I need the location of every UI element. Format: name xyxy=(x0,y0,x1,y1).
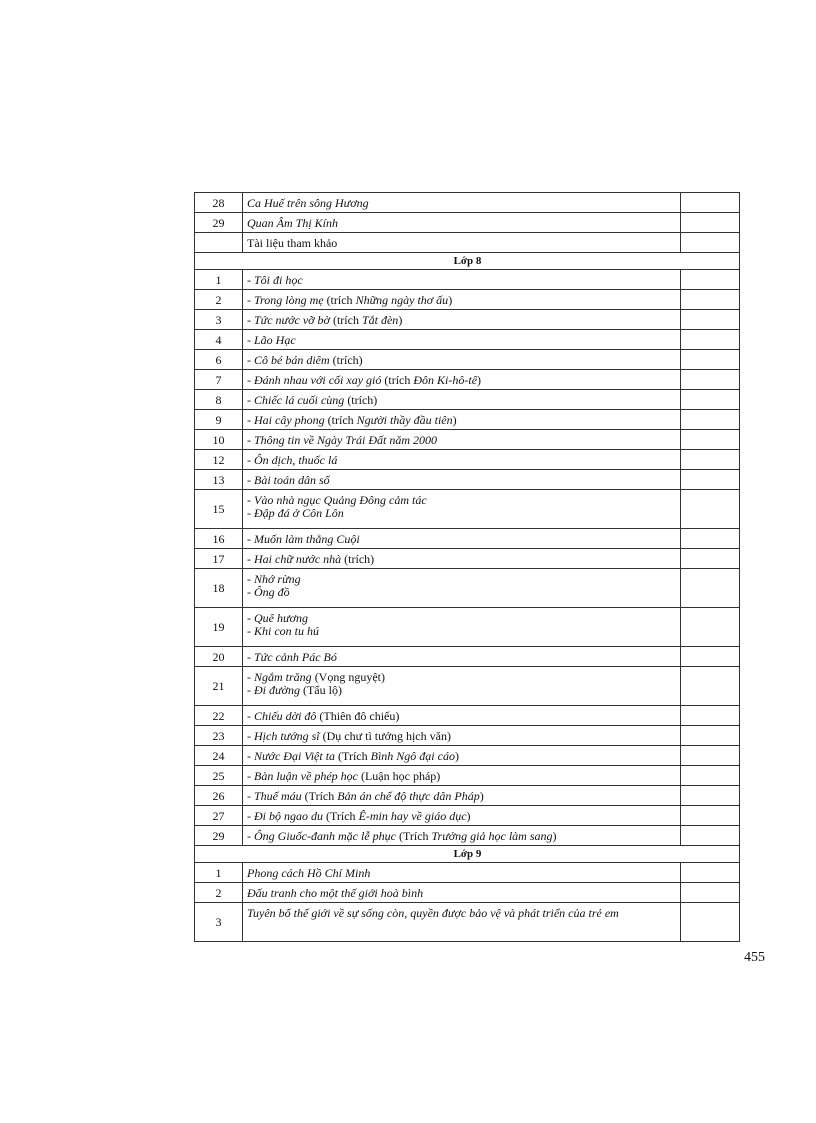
line-prefix: - xyxy=(247,493,254,507)
table-row xyxy=(195,826,740,846)
row-number: 15 xyxy=(195,490,243,529)
work-line xyxy=(247,770,677,783)
section-heading: Lớp 9 xyxy=(195,846,740,863)
line-suffix-end: ) xyxy=(479,789,484,803)
notes-cell xyxy=(681,370,740,390)
line-prefix: - xyxy=(247,313,254,327)
line-suffix-end: ) xyxy=(448,293,453,307)
work-line xyxy=(247,810,677,823)
line-prefix: - xyxy=(247,353,254,367)
page-number: 455 xyxy=(744,950,765,965)
work-title-cell xyxy=(243,330,681,350)
line-suffix: (Trích xyxy=(335,749,371,763)
line-prefix: - xyxy=(247,572,254,586)
work-title: Hai chữ nước nhà xyxy=(254,552,342,566)
notes-cell xyxy=(681,410,740,430)
work-title: Hai cây phong xyxy=(254,413,325,427)
line-prefix: - xyxy=(247,413,254,427)
line-suffix-end: ) xyxy=(452,413,457,427)
notes-cell xyxy=(681,430,740,450)
table-row xyxy=(195,806,740,826)
work-title: Bàn luận về phép học xyxy=(254,769,358,783)
notes-cell xyxy=(681,826,740,846)
notes-cell xyxy=(681,450,740,470)
work-title: Vào nhà ngục Quảng Đông cảm tác xyxy=(254,493,427,507)
notes-cell xyxy=(681,270,740,290)
table-row xyxy=(195,213,740,233)
work-line xyxy=(247,294,677,307)
row-number: 28 xyxy=(195,193,243,213)
notes-cell xyxy=(681,746,740,766)
line-prefix: - xyxy=(247,473,254,487)
line-prefix: - xyxy=(247,611,254,625)
work-title-cell xyxy=(243,746,681,766)
work-line xyxy=(247,394,677,407)
table-row xyxy=(195,270,740,290)
line-suffix: (Trích xyxy=(301,789,338,803)
work-title-cell xyxy=(243,410,681,430)
row-number: 4 xyxy=(195,330,243,350)
work-title: Chiếu dời đô xyxy=(254,709,317,723)
work-title: Khi con tu hú xyxy=(254,624,319,638)
curriculum-table xyxy=(194,192,740,942)
work-title-cell xyxy=(243,826,681,846)
row-number: 1 xyxy=(195,270,243,290)
work-title: Đi bộ ngao du xyxy=(254,809,323,823)
work-title-cell xyxy=(243,706,681,726)
work-title: Đi đường xyxy=(254,683,300,697)
line-suffix: (Trích xyxy=(395,829,432,843)
work-title: Quê hương xyxy=(254,611,308,625)
notes-cell xyxy=(681,470,740,490)
work-title: Nhớ rừng xyxy=(254,572,301,586)
row-number: 20 xyxy=(195,647,243,667)
line-prefix: - xyxy=(247,709,254,723)
work-title: Lão Hạc xyxy=(254,333,296,347)
source-title: Trưởng giả học làm sang xyxy=(431,829,553,843)
line-prefix: - xyxy=(247,373,254,387)
row-number: 22 xyxy=(195,706,243,726)
notes-cell xyxy=(681,863,740,883)
work-title: Ca Huế trên sông Hương xyxy=(247,196,369,210)
row-number: 8 xyxy=(195,390,243,410)
work-title: Ngắm trăng xyxy=(254,670,312,684)
table-row xyxy=(195,883,740,903)
notes-cell xyxy=(681,903,740,942)
table-row xyxy=(195,450,740,470)
table-row xyxy=(195,390,740,410)
work-line xyxy=(247,710,677,723)
work-line xyxy=(247,830,677,843)
line-prefix: - xyxy=(247,749,254,763)
line-suffix-end: ) xyxy=(466,809,471,823)
work-line xyxy=(247,237,677,250)
notes-cell xyxy=(681,569,740,608)
work-title-cell xyxy=(243,667,681,706)
row-number: 13 xyxy=(195,470,243,490)
work-title: Cô bé bán diêm xyxy=(254,353,330,367)
row-number: 7 xyxy=(195,370,243,390)
line-prefix: - xyxy=(247,769,254,783)
work-title-cell xyxy=(243,310,681,330)
notes-cell xyxy=(681,330,740,350)
work-line xyxy=(247,684,677,697)
notes-cell xyxy=(681,806,740,826)
line-prefix: - xyxy=(247,670,254,684)
source-title: Những ngày thơ ấu xyxy=(355,293,449,307)
notes-cell xyxy=(681,667,740,706)
row-number: 18 xyxy=(195,569,243,608)
row-number: 2 xyxy=(195,290,243,310)
row-number: 26 xyxy=(195,786,243,806)
line-suffix: (Luận học pháp) xyxy=(357,769,441,783)
row-number: 19 xyxy=(195,608,243,647)
source-title: Bình Ngô đại cáo xyxy=(370,749,455,763)
row-number: 1 xyxy=(195,863,243,883)
work-line xyxy=(247,553,677,566)
table-row xyxy=(195,863,740,883)
notes-cell xyxy=(681,647,740,667)
work-line xyxy=(247,474,677,487)
work-title: Tức cảnh Pác Bó xyxy=(254,650,337,664)
work-line xyxy=(247,907,677,920)
line-prefix: - xyxy=(247,809,254,823)
row-number: 6 xyxy=(195,350,243,370)
table-row xyxy=(195,549,740,569)
notes-cell xyxy=(681,193,740,213)
row-number: 25 xyxy=(195,766,243,786)
work-title: Chiếc lá cuối cùng xyxy=(254,393,345,407)
line-prefix: - xyxy=(247,433,254,447)
row-number: 23 xyxy=(195,726,243,746)
work-line xyxy=(247,750,677,763)
work-line xyxy=(247,887,677,900)
line-prefix: - xyxy=(247,333,254,347)
section-header-row xyxy=(195,253,740,270)
line-suffix: (Thiên đô chiếu) xyxy=(316,709,400,723)
line-prefix: - xyxy=(247,829,254,843)
line-prefix: - xyxy=(247,729,254,743)
table-row xyxy=(195,726,740,746)
work-line xyxy=(247,586,677,599)
work-title: Ông đồ xyxy=(254,585,290,599)
work-title: Thông tin về Ngày Trái Đất năm 2000 xyxy=(254,433,438,447)
work-title-cell xyxy=(243,883,681,903)
table-row xyxy=(195,647,740,667)
line-prefix: - xyxy=(247,650,254,664)
work-title: Trong lòng mẹ xyxy=(254,293,324,307)
work-line xyxy=(247,625,677,638)
work-line xyxy=(247,867,677,880)
table-row xyxy=(195,233,740,253)
work-title-cell xyxy=(243,290,681,310)
table-row xyxy=(195,410,740,430)
work-title-cell xyxy=(243,766,681,786)
work-title-cell xyxy=(243,863,681,883)
table-row xyxy=(195,667,740,706)
work-title: Thuế máu xyxy=(254,789,302,803)
work-line xyxy=(247,790,677,803)
row-number: 16 xyxy=(195,529,243,549)
notes-cell xyxy=(681,350,740,370)
notes-cell xyxy=(681,766,740,786)
notes-cell xyxy=(681,490,740,529)
line-suffix: (Tẩu lộ) xyxy=(299,683,342,697)
section-heading: Lớp 8 xyxy=(195,253,740,270)
section-header-row xyxy=(195,846,740,863)
work-title-cell xyxy=(243,470,681,490)
line-suffix: (trích) xyxy=(341,552,375,566)
work-line xyxy=(247,730,677,743)
work-title: Nước Đại Việt ta xyxy=(254,749,336,763)
work-title-cell xyxy=(243,806,681,826)
notes-cell xyxy=(681,310,740,330)
row-number: 27 xyxy=(195,806,243,826)
table-row xyxy=(195,903,740,942)
work-title: Đánh nhau với cối xay gió xyxy=(254,373,382,387)
line-suffix: (trích xyxy=(324,413,357,427)
notes-cell xyxy=(681,706,740,726)
notes-cell xyxy=(681,786,740,806)
line-prefix: - xyxy=(247,273,254,287)
work-title-cell xyxy=(243,569,681,608)
work-title: Đập đá ở Côn Lôn xyxy=(254,506,344,520)
line-suffix-end: ) xyxy=(398,313,403,327)
work-title: Hịch tướng sĩ xyxy=(254,729,320,743)
line-prefix: - xyxy=(247,552,254,566)
row-number: 10 xyxy=(195,430,243,450)
work-line xyxy=(247,533,677,546)
line-suffix: (Vọng nguyệt) xyxy=(311,670,386,684)
line-suffix: Tài liệu tham khảo xyxy=(247,236,338,250)
line-prefix: - xyxy=(247,532,254,546)
notes-cell xyxy=(681,549,740,569)
line-suffix-end: ) xyxy=(552,829,557,843)
line-suffix: (Dụ chư tì tướng hịch văn) xyxy=(319,729,451,743)
line-suffix-end: ) xyxy=(477,373,482,387)
work-title-cell xyxy=(243,903,681,942)
table-row xyxy=(195,430,740,450)
curriculum-table-body xyxy=(195,193,740,942)
notes-cell xyxy=(681,233,740,253)
work-title-cell xyxy=(243,233,681,253)
row-number: 9 xyxy=(195,410,243,430)
line-suffix-end: ) xyxy=(454,749,459,763)
work-title-cell xyxy=(243,647,681,667)
line-suffix: (trích xyxy=(329,313,362,327)
work-title: Ông Giuốc-đanh mặc lễ phục xyxy=(254,829,396,843)
work-title-cell xyxy=(243,213,681,233)
work-title-cell xyxy=(243,608,681,647)
table-row xyxy=(195,706,740,726)
table-row xyxy=(195,370,740,390)
notes-cell xyxy=(681,290,740,310)
line-suffix: (trích xyxy=(323,293,356,307)
work-line xyxy=(247,651,677,664)
work-title-cell xyxy=(243,726,681,746)
line-suffix: (trích) xyxy=(344,393,378,407)
source-title: Tắt đèn xyxy=(361,313,399,327)
work-title-cell xyxy=(243,786,681,806)
table-row xyxy=(195,470,740,490)
table-row xyxy=(195,766,740,786)
table-row xyxy=(195,310,740,330)
work-title: Muốn làm thằng Cuội xyxy=(254,532,360,546)
row-number xyxy=(195,233,243,253)
work-title-cell xyxy=(243,270,681,290)
work-title-cell xyxy=(243,490,681,529)
work-line xyxy=(247,354,677,367)
work-line xyxy=(247,274,677,287)
table-row xyxy=(195,490,740,529)
work-line xyxy=(247,414,677,427)
work-title: Tôi đi học xyxy=(254,273,303,287)
source-title: Người thầy đầu tiên xyxy=(356,413,453,427)
work-title: Quan Âm Thị Kính xyxy=(247,216,339,230)
row-number: 21 xyxy=(195,667,243,706)
source-title: Đôn Ki-hô-tê xyxy=(413,373,478,387)
work-title-cell xyxy=(243,549,681,569)
row-number: 29 xyxy=(195,826,243,846)
row-number: 29 xyxy=(195,213,243,233)
notes-cell xyxy=(681,213,740,233)
work-line xyxy=(247,197,677,210)
work-title-cell xyxy=(243,430,681,450)
work-line xyxy=(247,573,677,586)
line-prefix: - xyxy=(247,585,254,599)
work-line xyxy=(247,374,677,387)
line-suffix: (Trích xyxy=(323,809,359,823)
work-title-cell xyxy=(243,450,681,470)
source-title: Bản án chế độ thực dân Pháp xyxy=(337,789,480,803)
row-number: 24 xyxy=(195,746,243,766)
row-number: 17 xyxy=(195,549,243,569)
notes-cell xyxy=(681,390,740,410)
source-title: Ê-min hay về giáo dục xyxy=(358,809,467,823)
work-line xyxy=(247,507,677,520)
line-prefix: - xyxy=(247,393,254,407)
work-title-cell xyxy=(243,193,681,213)
work-title: Tức nước vỡ bờ xyxy=(254,313,330,327)
row-number: 3 xyxy=(195,310,243,330)
work-title-cell xyxy=(243,390,681,410)
line-prefix: - xyxy=(247,683,254,697)
table-row xyxy=(195,746,740,766)
table-row xyxy=(195,330,740,350)
row-number: 3 xyxy=(195,903,243,942)
work-title-cell xyxy=(243,529,681,549)
work-title: Đấu tranh cho một thế giới hoà bình xyxy=(247,886,424,900)
table-row xyxy=(195,529,740,549)
work-line xyxy=(247,334,677,347)
table-row xyxy=(195,290,740,310)
table-row xyxy=(195,193,740,213)
notes-cell xyxy=(681,608,740,647)
work-line xyxy=(247,314,677,327)
work-title-cell xyxy=(243,370,681,390)
row-number: 2 xyxy=(195,883,243,903)
work-title: Bài toán dân số xyxy=(254,473,330,487)
line-prefix: - xyxy=(247,624,254,638)
work-line xyxy=(247,434,677,447)
table-row xyxy=(195,569,740,608)
table-row xyxy=(195,786,740,806)
line-prefix: - xyxy=(247,506,254,520)
work-title: Tuyên bố thế giới về sự sống còn, quyền được bảo vệ và phát triển của trẻ em xyxy=(247,906,619,920)
work-title-cell xyxy=(243,350,681,370)
work-line xyxy=(247,454,677,467)
work-title: Ôn dịch, thuốc lá xyxy=(254,453,338,467)
row-number: 12 xyxy=(195,450,243,470)
line-suffix: (trích xyxy=(381,373,414,387)
line-prefix: - xyxy=(247,293,254,307)
notes-cell xyxy=(681,529,740,549)
line-suffix: (trích) xyxy=(329,353,363,367)
work-title: Phong cách Hồ Chí Minh xyxy=(247,866,371,880)
line-prefix: - xyxy=(247,789,254,803)
work-line xyxy=(247,217,677,230)
line-prefix: - xyxy=(247,453,254,467)
table-row xyxy=(195,350,740,370)
notes-cell xyxy=(681,883,740,903)
notes-cell xyxy=(681,726,740,746)
table-row xyxy=(195,608,740,647)
